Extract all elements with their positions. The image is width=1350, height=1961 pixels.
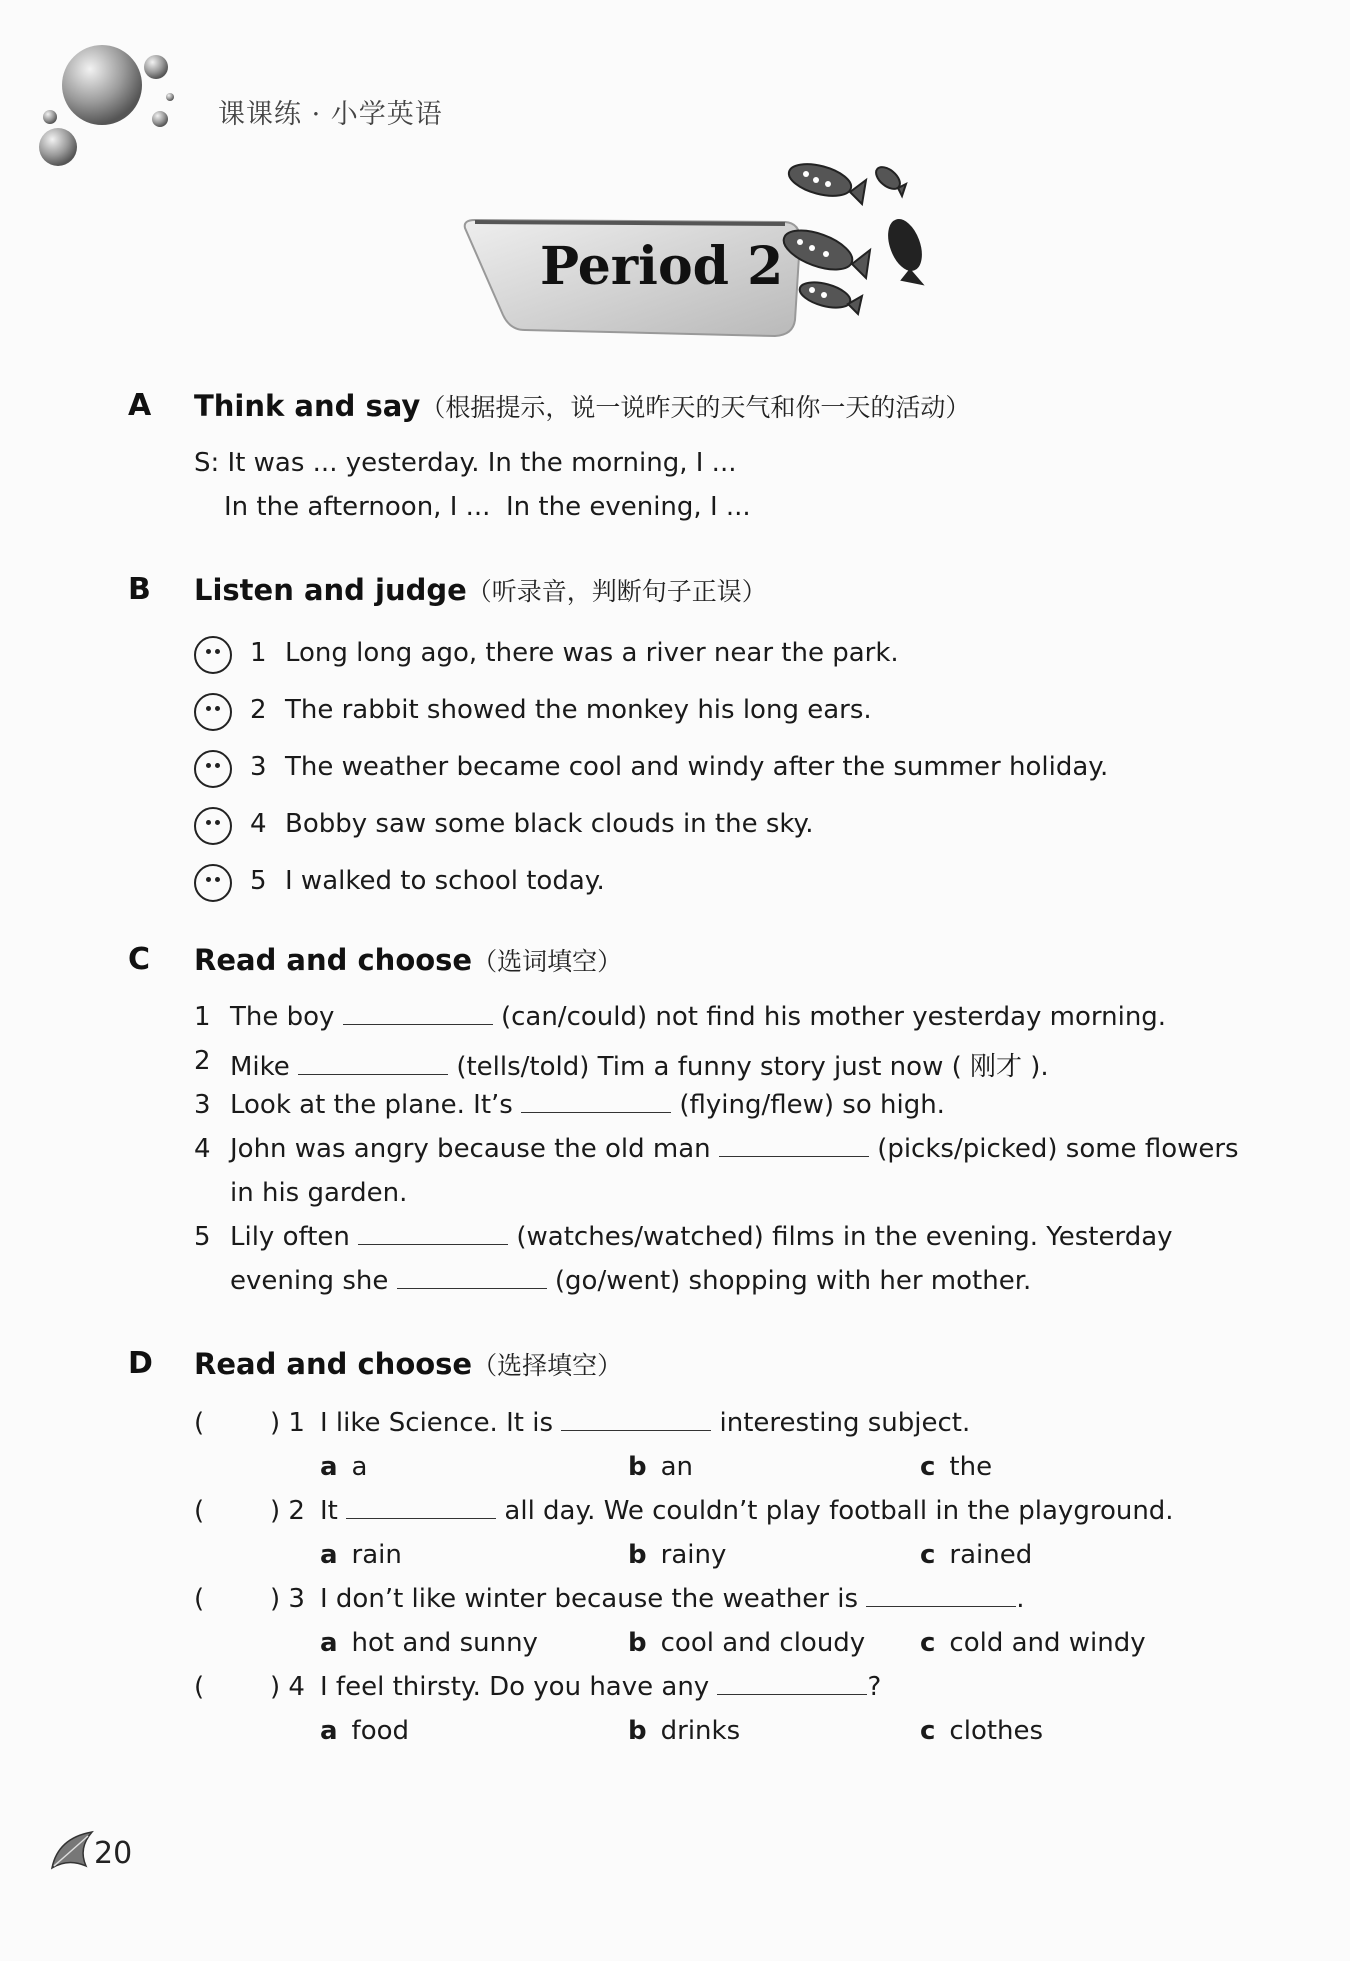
option-a[interactable]: a food [320, 1716, 410, 1746]
judge-item-num: 2 [250, 695, 267, 725]
section-c-note: （选词填空） [472, 947, 623, 976]
choose-item-num: 2 [194, 1046, 211, 1076]
question-number: ) 3 [270, 1584, 305, 1614]
judge-face-icon[interactable] [194, 864, 232, 902]
section-a-line-1: S: It was ... yesterday. In the morning, I ... [194, 448, 737, 478]
choose-item-num: 4 [194, 1134, 211, 1164]
answer-blank [717, 1672, 867, 1695]
option-b[interactable]: b cool and cloudy [628, 1628, 866, 1658]
section-b-heading [194, 572, 767, 608]
section-d-heading [194, 1346, 622, 1382]
question-number: ) 4 [270, 1672, 305, 1702]
answer-blank[interactable] [298, 1052, 448, 1075]
answer-bracket-open[interactable]: ( [194, 1672, 205, 1702]
choose-item-num: 1 [194, 1002, 211, 1032]
option-b[interactable]: b rainy [628, 1540, 727, 1570]
answer-blank [561, 1408, 711, 1431]
choose-item-2: Mike (tells/told) Tim a funny story just now ( 刚才 ). [230, 1052, 1049, 1082]
section-d-title: Read and choose [194, 1347, 473, 1381]
choose-item-4: John was angry because the old man (picks/picked) some flowers [230, 1134, 1239, 1164]
choose-item-num: 3 [194, 1090, 211, 1120]
answer-blank[interactable] [719, 1134, 869, 1157]
option-c[interactable]: c cold and windy [920, 1628, 1146, 1658]
fish-icon [770, 150, 950, 320]
section-a-line-2b: In the evening, I ... [506, 492, 751, 522]
judge-face-icon[interactable] [194, 750, 232, 788]
section-d-note: （选择填空） [472, 1351, 623, 1380]
answer-blank[interactable] [343, 1002, 493, 1025]
judge-item-text: The weather became cool and windy after the summer holiday. [285, 752, 1109, 782]
choose-item-4-cont: in his garden. [230, 1178, 408, 1208]
judge-face-icon[interactable] [194, 693, 232, 731]
section-a-heading [194, 388, 970, 424]
answer-blank[interactable] [397, 1266, 547, 1289]
question-number: ) 1 [270, 1408, 305, 1438]
option-a[interactable]: a hot and sunny [320, 1628, 538, 1658]
choose-item-1: The boy (can/could) not find his mother yesterday morning. [230, 1002, 1167, 1032]
answer-blank [346, 1496, 496, 1519]
judge-item-num: 4 [250, 809, 267, 839]
option-b[interactable]: b drinks [628, 1716, 741, 1746]
question-text: It all day. We couldn’t play football in the playground. [320, 1496, 1174, 1526]
section-b-title: Listen and judge [194, 573, 467, 607]
section-a-note: （根据提示，说一说昨天的天气和你一天的活动） [420, 393, 971, 422]
section-a-letter: A [128, 388, 152, 423]
option-a[interactable]: a rain [320, 1540, 402, 1570]
choose-item-5: Lily often (watches/watched) films in the evening. Yesterday [230, 1222, 1173, 1252]
section-c-letter: C [128, 942, 151, 977]
judge-item-text: Bobby saw some black clouds in the sky. [285, 809, 814, 839]
answer-blank[interactable] [358, 1222, 508, 1245]
judge-face-icon[interactable] [194, 807, 232, 845]
choose-item-num: 5 [194, 1222, 211, 1252]
book-series-title: 课课练 · 小学英语 [218, 99, 443, 130]
judge-item-text: I walked to school today. [285, 866, 605, 896]
question-number: ) 2 [270, 1496, 305, 1526]
judge-face-icon[interactable] [194, 636, 232, 674]
option-c[interactable]: c the [920, 1452, 993, 1482]
choose-item-3: Look at the plane. It’s (flying/flew) so high. [230, 1090, 945, 1120]
judge-item-num: 3 [250, 752, 267, 782]
judge-item-num: 1 [250, 638, 267, 668]
answer-bracket-open[interactable]: ( [194, 1408, 205, 1438]
question-text: I like Science. It is interesting subject. [320, 1408, 971, 1438]
leaf-icon [48, 1828, 96, 1872]
section-d-letter: D [128, 1346, 153, 1381]
section-c-title: Read and choose [194, 943, 473, 977]
judge-item-text: Long long ago, there was a river near the park. [285, 638, 899, 668]
bubbles-icon [30, 35, 190, 175]
section-b-note: （听录音，判断句子正误） [466, 577, 767, 606]
question-text: I don’t like winter because the weather is . [320, 1584, 1025, 1614]
option-a[interactable]: a a [320, 1452, 368, 1482]
page-number: 20 [94, 1836, 133, 1871]
question-text: I feel thirsty. Do you have any ? [320, 1672, 882, 1702]
section-a-line-2a: In the afternoon, I ... [224, 492, 491, 522]
answer-bracket-open[interactable]: ( [194, 1584, 205, 1614]
option-c[interactable]: c rained [920, 1540, 1033, 1570]
section-b-letter: B [128, 572, 151, 607]
section-a-title: Think and say [194, 389, 421, 423]
judge-item-text: The rabbit showed the monkey his long ears. [285, 695, 872, 725]
choose-item-5-cont: evening she (go/went) shopping with her mother. [230, 1266, 1032, 1296]
period-title: Period 2 [540, 236, 784, 297]
section-c-heading [194, 942, 622, 978]
judge-item-num: 5 [250, 866, 267, 896]
answer-blank [866, 1584, 1016, 1607]
option-c[interactable]: c clothes [920, 1716, 1044, 1746]
answer-blank[interactable] [521, 1090, 671, 1113]
option-b[interactable]: b an [628, 1452, 694, 1482]
answer-bracket-open[interactable]: ( [194, 1496, 205, 1526]
